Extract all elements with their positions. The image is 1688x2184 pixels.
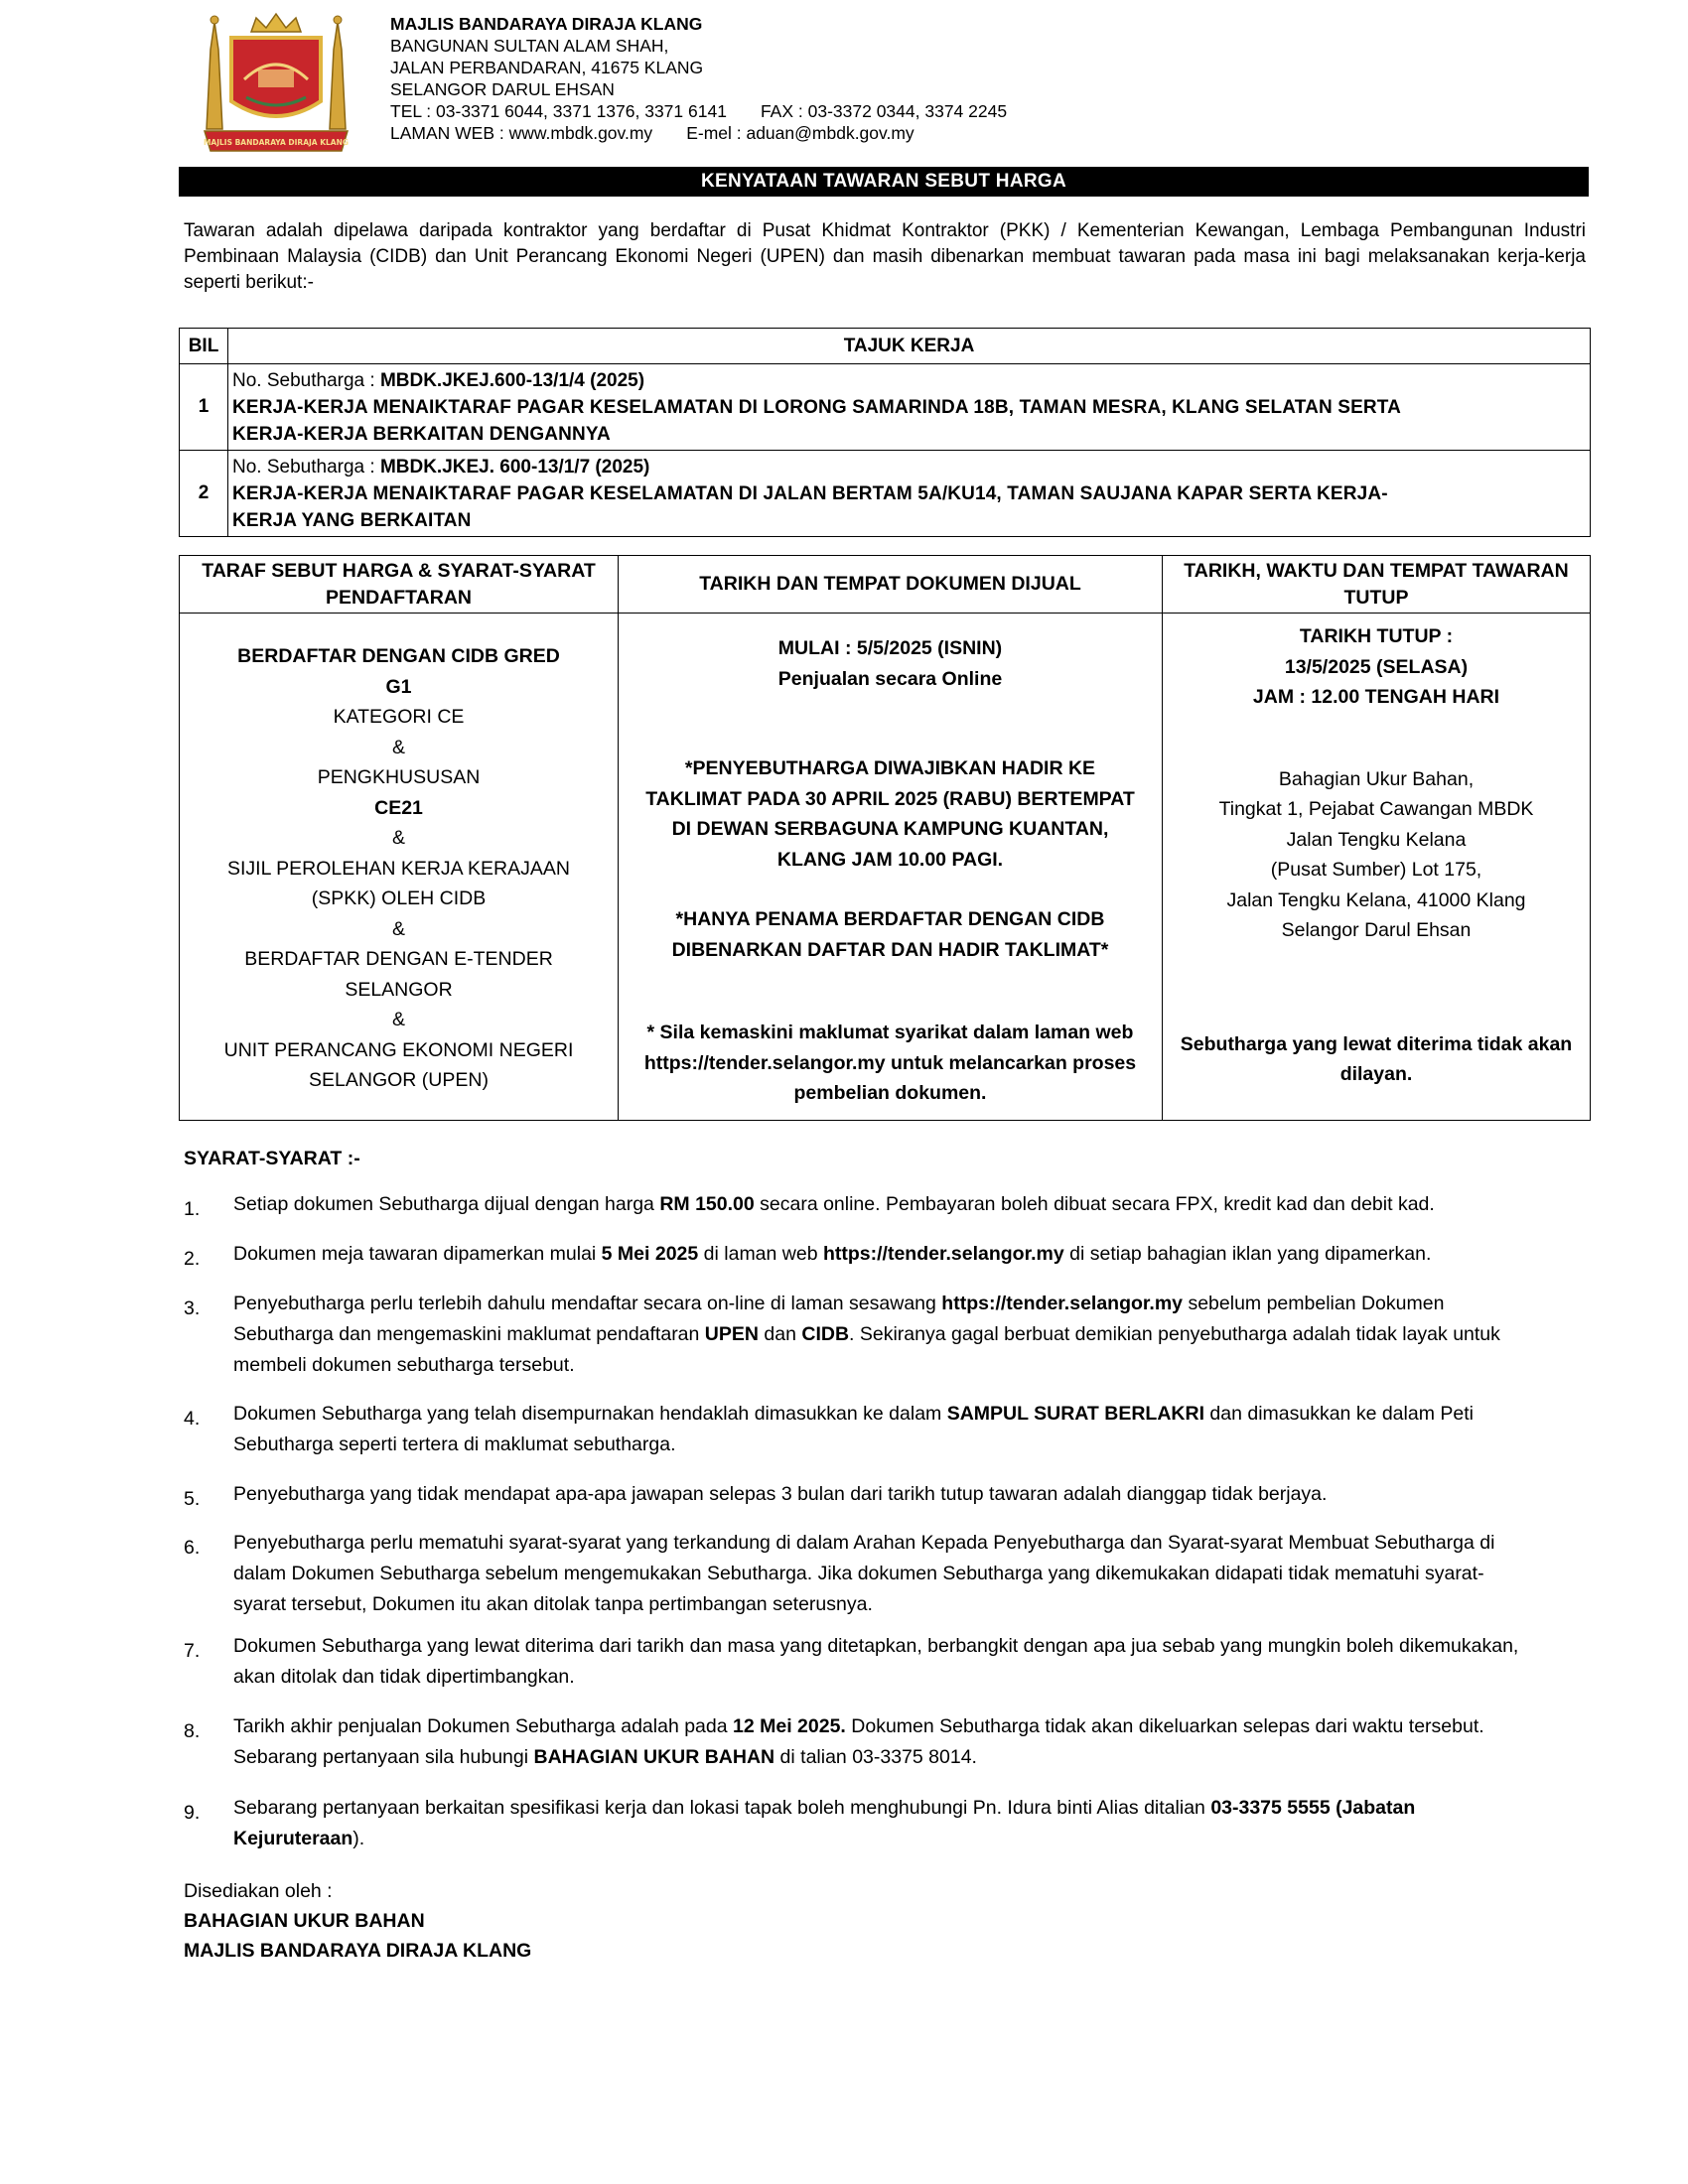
prepared-by-organization: MAJLIS BANDARAYA DIRAJA KLANG xyxy=(184,1940,532,1962)
prepared-by xyxy=(184,1876,531,1966)
row-number: 2 xyxy=(180,451,228,537)
requirements-heading: SYARAT-SYARAT :- xyxy=(184,1148,360,1169)
document-title: KENYATAAN TAWARAN SEBUT HARGA xyxy=(179,167,1589,197)
reference-label: No. Sebutharga : xyxy=(232,457,375,478)
letterhead xyxy=(177,10,1567,159)
work-description xyxy=(228,364,1591,451)
column-header-closing: TARIKH, WAKTU DAN TEMPAT TAWARAN TUTUP xyxy=(1163,556,1591,614)
address-line: JALAN PERBANDARAN, 41675 KLANG xyxy=(390,58,704,77)
requirement-item: 8. Tarikh akhir penjualan Dokumen Sebutharga adalah pada 12 Mei 2025. Dokumen Sebutharga tidak akan dikeluarkan selepas dari waktu tersebut. Sebarang pertanyaan sila hubungi BAHAGIAN UKUR BAHAN di talian 03-3375 8014. xyxy=(184,1715,1484,1768)
phone-fax-line xyxy=(390,100,1007,122)
work-description xyxy=(228,451,1591,537)
requirement-item: 9. Sebarang pertanyaan berkaitan spesifikasi kerja dan lokasi tapak boleh menghubungi Pn. Idura binti Alias ditalian 03-3375 5555 (Jabatan Kejuruteraan). xyxy=(184,1797,1416,1849)
requirement-item: 5. Penyebutharga yang tidak mendapat apa-apa jawapan selepas 3 bulan dari tarikh tutup tawaran adalah dianggap tidak berjaya. xyxy=(184,1483,1328,1510)
column-header-document-sale: TARIKH DAN TEMPAT DOKUMEN DIJUAL xyxy=(619,556,1163,614)
web-email-line xyxy=(390,122,1007,144)
tender-details-table xyxy=(179,555,1591,1121)
address-line: BANGUNAN SULTAN ALAM SHAH, xyxy=(390,36,669,56)
address-line: SELANGOR DARUL EHSAN xyxy=(390,79,615,99)
column-header-title: TAJUK KERJA xyxy=(228,329,1591,364)
registration-requirements-cell: BERDAFTAR DENGAN CIDB GRED G1 KATEGORI CE & PENGKHUSUSAN CE21 & SIJIL PEROLEHAN KERJA KERAJAAN (SPKK) OLEH CIDB & BERDAFTAR DENGAN E-TENDER SELANGOR & UNIT PERANCANG EKONOMI NEGERI SELANGOR (UPEN) xyxy=(180,614,619,1121)
council-crest-logo xyxy=(197,10,355,159)
requirement-item: 6. Penyebutharga perlu mematuhi syarat-syarat yang terkandung di dalam Arahan Kepada Penyebutharga dan Syarat-syarat Membuat Sebutharga di dalam Dokumen Sebutharga sebelum mengemukakan Sebutharga. Jika dokumen Sebutharga yang dikemukakan didapati tidak mematuhi syarat- syarat tersebut, Dokumen itu akan ditolak tanpa pertimbangan seterusnya. xyxy=(184,1532,1495,1615)
column-header-requirements: TARAF SEBUT HARGA & SYARAT-SYARAT PENDAFTARAN xyxy=(180,556,619,614)
tender-portal-link[interactable]: https://tender.selangor.my xyxy=(822,1243,1064,1265)
requirement-item: 4. Dokumen Sebutharga yang telah disempurnakan hendaklah dimasukkan ke dalam SAMPUL SURAT BERLAKRI dan dimasukkan ke dalam Peti Sebutharga seperti tertera di maklumat sebutharga. xyxy=(184,1403,1474,1455)
work-title: KERJA-KERJA BERKAITAN DENGANNYA xyxy=(232,424,611,445)
prepared-by-department: BAHAGIAN UKUR BAHAN xyxy=(184,1910,425,1932)
tender-portal-link[interactable]: https://tender.selangor.my xyxy=(941,1293,1184,1314)
table-row xyxy=(180,364,1591,451)
fax: FAX : 03-3372 0344, 3374 2245 xyxy=(760,101,1008,121)
organization-name: MAJLIS BANDARAYA DIRAJA KLANG xyxy=(390,14,703,34)
column-header-bil: BIL xyxy=(180,329,228,364)
prepared-by-label: Disediakan oleh : xyxy=(184,1880,333,1902)
requirement-item: 7. Dokumen Sebutharga yang lewat diterima dari tarikh dan masa yang ditetapkan, berbangkit dengan apa jua sebab yang mungkin boleh dikemukakan, akan ditolak dan tidak dipertimbangkan. xyxy=(184,1635,1519,1688)
work-title: KERJA-KERJA MENAIKTARAF PAGAR KESELAMATAN DI LORONG SAMARINDA 18B, TAMAN MESRA, KLANG SELATAN SERTA xyxy=(232,397,1402,418)
table-row xyxy=(180,614,1591,1121)
row-number: 1 xyxy=(180,364,228,451)
work-title: KERJA-KERJA MENAIKTARAF PAGAR KESELAMATAN DI JALAN BERTAM 5A/KU14, TAMAN SAUJANA KAPAR SERTA KERJA- xyxy=(232,483,1388,504)
website[interactable]: LAMAN WEB : www.mbdk.gov.my xyxy=(390,123,653,143)
table-header-row xyxy=(180,556,1591,614)
intro-paragraph: Tawaran adalah dipelawa daripada kontraktor yang berdaftar di Pusat Khidmat Kontraktor (PKK) / Kementerian Kewangan, Lembaga Pembangunan Industri Pembinaan Malaysia (CIDB) dan Unit Perancang Ekonomi Negeri (UPEN) dan masih dibenarkan membuat tawaran pada masa ini bagi melaksanakan kerja-kerja seperti berikut:- xyxy=(184,220,1586,293)
document-sale-cell: MULAI : 5/5/2025 (ISNIN) Penjualan secara Online *PENYEBUTHARGA DIWAJIBKAN HADIR KE TAKLIMAT PADA 30 APRIL 2025 (RABU) BERTEMPAT DI DEWAN SERBAGUNA KAMPUNG KUANTAN, KLANG JAM 10.00 PAGI. *HANYA PENAMA BERDAFTAR DENGAN CIDB DIBENARKAN DAFTAR DAN HADIR TAKLIMAT* * Sila kemaskini maklumat syarikat dalam laman web https://tender.selangor.my untuk melancarkan proses pembelian dokumen. xyxy=(619,614,1163,1121)
table-row xyxy=(180,451,1591,537)
reference-label: No. Sebutharga : xyxy=(232,370,375,391)
requirement-item: 3. Penyebutharga perlu terlebih dahulu mendaftar secara on-line di laman sesawang https://tender.selangor.my sebelum pembelian Dokumen Sebutharga dan mengemaskini maklumat pendaftaran UPEN dan CIDB. Sekiranya gagal berbuat demikian penyebutharga adalah tidak layak untuk membeli dokumen sebutharga tersebut. xyxy=(184,1293,1500,1376)
reference-number: MBDK.JKEJ. 600-13/1/7 (2025) xyxy=(379,457,650,478)
svg-text:MAJLIS BANDARAYA DIRAJA KLANG: MAJLIS BANDARAYA DIRAJA KLANG xyxy=(203,138,350,147)
table-header-row xyxy=(180,329,1591,364)
requirement-item: 1. Setiap dokumen Sebutharga dijual dengan harga RM 150.00 secara online. Pembayaran boleh dibuat secara FPX, kredit kad dan debit kad. xyxy=(184,1193,1435,1220)
telephone: TEL : 03-3371 6044, 3371 1376, 3371 6141 xyxy=(390,101,727,121)
reference-number: MBDK.JKEJ.600-13/1/4 (2025) xyxy=(379,370,645,391)
closing-details-cell: TARIKH TUTUP : 13/5/2025 (SELASA) JAM : 12.00 TENGAH HARI Bahagian Ukur Bahan, Tingkat 1, Pejabat Cawangan MBDK Jalan Tengku Kelana (Pusat Sumber) Lot 175, Jalan Tengku Kelana, 41000 Klang Selangor Darul Ehsan Sebutharga yang lewat diterima tidak akan dilayan. xyxy=(1163,614,1591,1121)
letterhead-text xyxy=(390,13,1007,144)
email[interactable]: E-mel : aduan@mbdk.gov.my xyxy=(686,123,914,143)
requirement-item: 2. Dokumen meja tawaran dipamerkan mulai 5 Mei 2025 di laman web https://tender.selangor.my di setiap bahagian iklan yang dipamerkan. xyxy=(184,1243,1432,1270)
work-title: KERJA YANG BERKAITAN xyxy=(232,510,472,531)
work-title-table xyxy=(179,328,1591,537)
